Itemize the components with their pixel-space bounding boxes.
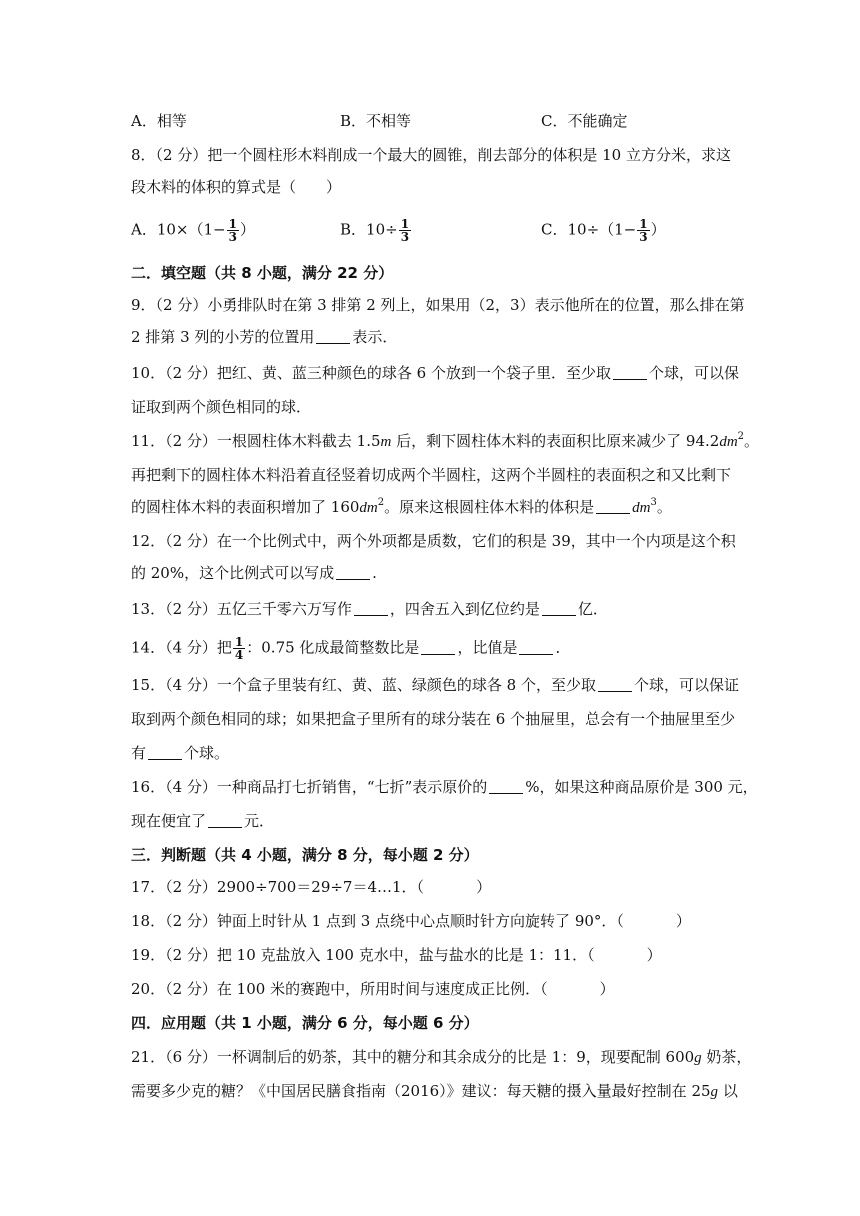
answer-blank <box>596 499 630 514</box>
q15-line-3: 有 个球。 <box>131 744 230 762</box>
q21-line-1: 21．（6 分）一杯调制后的奶茶，其中的糖分和其余成分的比是 1：9，现要配制 600g 奶茶， <box>131 1048 752 1066</box>
q21-line-2: 需要多少克的糖？《中国居民膳食指南（2016）》建议：每天糖的摄入量最好控制在 25g 以 <box>131 1082 738 1100</box>
q20-line: 20．（2 分）在 100 米的赛跑中，所用时间与速度成正比例．（ ） <box>131 980 615 998</box>
answer-blank <box>316 329 350 344</box>
answer-blank <box>489 779 523 794</box>
fraction: $\frac{1}{4}$ <box>234 635 244 662</box>
answer-blank <box>208 813 242 828</box>
q8-option-a: A．10×（1− $\frac{1}{3}$ ） <box>131 217 255 244</box>
q8-line-1: 8．（2 分）把一个圆柱形木料削成一个最大的圆锥，削去部分的体积是 10 立方分米，求这 <box>131 146 731 164</box>
answer-blank <box>613 365 647 380</box>
fraction: $\frac{1}{3}$ <box>639 217 648 244</box>
answer-blank <box>421 640 455 655</box>
q19-line: 19．（2 分）把 10 克盐放入 100 克水中，盐与盐水的比是 1：11．（ ） <box>131 946 662 964</box>
q11-line-3: 的圆柱体木料的表面积增加了 $160dm^2$。原来这根圆柱体木料的体积是 $dm^3$。 <box>131 497 672 516</box>
q16-line-2: 现在便宜了 元． <box>131 812 275 830</box>
answer-blank <box>354 601 388 616</box>
q14-line: 14．（4 分）把 $\frac{1}{4}$ ：0.75 化成最简整数比是 ，比值是 ． <box>131 635 571 662</box>
section-2-heading: 二．填空题（共 8 小题，满分 22 分） <box>131 264 394 282</box>
fraction: $\frac{1}{3}$ <box>400 217 410 244</box>
q15-line-2: 取到两个颜色相同的球；如果把盒子里所有的球分装在 6 个抽屉里，总会有一个抽屉里至少 <box>131 710 736 728</box>
q11-line-2: 再把剩下的圆柱体木料沿着直径竖着切成两个半圆柱，这两个半圆柱的表面积之和又比剩下 <box>131 466 732 484</box>
q18-line: 18．（2 分）钟面上时针从 1 点到 3 点绕中心点顺时针方向旋转了 90°．（ ） <box>131 912 691 930</box>
q17-line: 17．（2 分）2900÷700＝29÷7＝4…1．（ ） <box>131 878 492 896</box>
q7-option-a: A．相等 <box>131 112 187 130</box>
answer-blank <box>542 601 576 616</box>
q15-line-1: 15．（4 分）一个盒子里装有红、黄、蓝、绿颜色的球各 8 个，至少取 个球，可以保证 <box>131 676 739 694</box>
answer-blank <box>336 565 370 580</box>
answer-blank <box>598 677 632 692</box>
q8-option-b: B．10÷ $\frac{1}{3}$ <box>340 217 410 244</box>
q7-option-c: C．不能确定 <box>541 112 628 130</box>
section-3-heading: 三．判断题（共 4 小题，满分 8 分，每小题 2 分） <box>131 846 479 864</box>
q9-line-1: 9．（2 分）小勇排队时在第 3 排第 2 列上，如果用（2，3）表示他所在的位置，那么排在第 <box>131 296 745 314</box>
q10-line-1: 10．（2 分）把红、黄、蓝三种颜色的球各 6 个放到一个袋子里．至少取 个球，可以保 <box>131 364 739 382</box>
fraction: $\frac{1}{3}$ <box>228 217 237 244</box>
q8-option-c: C．10÷（1− $\frac{1}{3}$ ） <box>541 217 666 244</box>
q12-line-2: 的 20%，这个比例式可以写成 . <box>131 564 377 582</box>
q13-line: 13．（2 分）五亿三千零六万写作 ，四舍五入到亿位约是 亿． <box>131 600 608 618</box>
q11-line-1: 11．（2 分）一根圆柱体木料截去 1.5m 后，剩下圆柱体木料的表面积比原来减少了 $94.2dm^2$。 <box>131 431 760 450</box>
q16-line-1: 16．（4 分）一种商品打七折销售，“七折”表示原价的 %，如果这种商品原价是 300 元， <box>131 778 758 796</box>
q9-line-2: 2 排第 3 列的小芳的位置用 表示． <box>131 328 398 346</box>
q7-option-b: B．不相等 <box>340 112 412 130</box>
section-4-heading: 四．应用题（共 1 小题，满分 6 分，每小题 6 分） <box>131 1014 479 1032</box>
q8-line-2: 段木料的体积的算式是（ ） <box>131 178 342 196</box>
answer-blank <box>148 745 182 760</box>
answer-blank <box>519 640 553 655</box>
q12-line-1: 12．（2 分）在一个比例式中，两个外项都是质数，它们的积是 39，其中一个内项是这个积 <box>131 532 736 550</box>
q10-line-2: 证取到两个颜色相同的球． <box>131 398 312 416</box>
